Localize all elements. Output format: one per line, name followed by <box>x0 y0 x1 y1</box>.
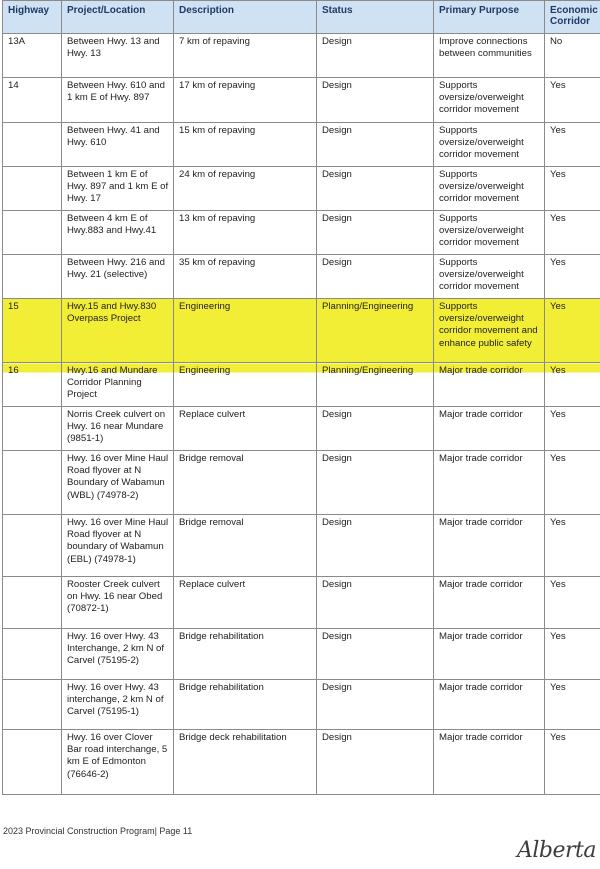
cell-status: Design <box>317 34 434 78</box>
cell-status: Design <box>317 515 434 577</box>
table-row <box>3 680 600 730</box>
cell-highway: 15 <box>3 299 62 363</box>
cell-highway <box>3 577 62 629</box>
cell-status: Design <box>317 629 434 680</box>
cell-description: Engineering <box>174 363 317 407</box>
cell-purpose: Supports oversize/overweight corridor movement <box>434 211 545 255</box>
cell-corridor: Yes <box>545 211 600 255</box>
header-status: Status <box>317 1 434 34</box>
header-primary-purpose: Primary Purpose <box>434 1 545 34</box>
cell-purpose: Major trade corridor <box>434 407 545 451</box>
cell-highway <box>3 123 62 167</box>
cell-purpose: Improve connections between communities <box>434 34 545 78</box>
cell-purpose: Supports oversize/overweight corridor movement <box>434 255 545 299</box>
cell-description: Bridge removal <box>174 451 317 515</box>
table-row-highlighted <box>3 363 600 407</box>
cell-highway <box>3 167 62 211</box>
cell-status: Design <box>317 211 434 255</box>
cell-status: Design <box>317 167 434 211</box>
cell-description: 7 km of repaving <box>174 34 317 78</box>
cell-description: 17 km of repaving <box>174 78 317 123</box>
cell-description: 35 km of repaving <box>174 255 317 299</box>
cell-status: Design <box>317 680 434 730</box>
cell-highway <box>3 407 62 451</box>
table-row <box>3 211 600 255</box>
cell-purpose: Major trade corridor <box>434 730 545 795</box>
table-row <box>3 577 600 629</box>
cell-purpose: Major trade corridor <box>434 363 545 407</box>
cell-highway: 16 <box>3 363 62 407</box>
cell-status: Planning/Engineering <box>317 363 434 407</box>
cell-highway <box>3 515 62 577</box>
projects-table <box>2 0 600 795</box>
cell-location: Hwy. 16 over Mine Haul Road flyover at N Boundary of Wabamun (WBL) (74978-2) <box>62 451 174 515</box>
cell-corridor: Yes <box>545 123 600 167</box>
header-project-location: Project/Location <box>62 1 174 34</box>
cell-location: Hwy.16 and Mundare Corridor Planning Project <box>62 363 174 407</box>
cell-highway <box>3 451 62 515</box>
cell-description: Bridge rehabilitation <box>174 629 317 680</box>
cell-corridor: Yes <box>545 577 600 629</box>
cell-description: Replace culvert <box>174 407 317 451</box>
cell-location: Between Hwy. 13 and Hwy. 13 <box>62 34 174 78</box>
cell-location: Between 4 km E of Hwy.883 and Hwy.41 <box>62 211 174 255</box>
cell-location: Hwy. 16 over Mine Haul Road flyover at N boundary of Wabamun (EBL) (74978-1) <box>62 515 174 577</box>
cell-purpose: Major trade corridor <box>434 515 545 577</box>
cell-description: 24 km of repaving <box>174 167 317 211</box>
cell-purpose: Major trade corridor <box>434 451 545 515</box>
cell-corridor: No <box>545 34 600 78</box>
header-description: Description <box>174 1 317 34</box>
cell-corridor: Yes <box>545 167 600 211</box>
cell-purpose: Supports oversize/overweight corridor movement and enhance public safety <box>434 299 545 363</box>
cell-corridor: Yes <box>545 299 600 363</box>
cell-highway <box>3 680 62 730</box>
cell-highway <box>3 629 62 680</box>
header-economic-corridor: Economic Corridor <box>545 1 600 34</box>
table-row <box>3 629 600 680</box>
table-row <box>3 167 600 211</box>
table-row <box>3 34 600 78</box>
cell-corridor: Yes <box>545 629 600 680</box>
cell-status: Design <box>317 451 434 515</box>
cell-location: Norris Creek culvert on Hwy. 16 near Mundare (9851-1) <box>62 407 174 451</box>
cell-corridor: Yes <box>545 363 600 407</box>
cell-status: Design <box>317 730 434 795</box>
cell-purpose: Supports oversize/overweight corridor movement <box>434 167 545 211</box>
cell-location: Between Hwy. 216 and Hwy. 21 (selective) <box>62 255 174 299</box>
cell-purpose: Supports oversize/overweight corridor movement <box>434 78 545 123</box>
table-row <box>3 515 600 577</box>
cell-highway <box>3 211 62 255</box>
cell-purpose: Major trade corridor <box>434 577 545 629</box>
table-header-row <box>3 1 600 34</box>
cell-location: Hwy. 16 over Hwy. 43 Interchange, 2 km N of Carvel (75195-2) <box>62 629 174 680</box>
cell-purpose: Supports oversize/overweight corridor movement <box>434 123 545 167</box>
cell-description: Engineering <box>174 299 317 363</box>
table-row <box>3 123 600 167</box>
cell-status: Planning/Engineering <box>317 299 434 363</box>
cell-location: Rooster Creek culvert on Hwy. 16 near Obed (70872-1) <box>62 577 174 629</box>
table-row <box>3 730 600 795</box>
cell-description: Bridge deck rehabilitation <box>174 730 317 795</box>
cell-description: Replace culvert <box>174 577 317 629</box>
cell-highway: 14 <box>3 78 62 123</box>
cell-description: Bridge removal <box>174 515 317 577</box>
table-row <box>3 255 600 299</box>
cell-highway: 13A <box>3 34 62 78</box>
header-highway: Highway <box>3 1 62 34</box>
cell-description: 15 km of repaving <box>174 123 317 167</box>
cell-corridor: Yes <box>545 255 600 299</box>
cell-highway <box>3 730 62 795</box>
cell-corridor: Yes <box>545 451 600 515</box>
table-row-highlighted <box>3 299 600 363</box>
page-footer: 2023 Provincial Construction Program| Page 11 <box>3 826 193 836</box>
cell-location: Hwy. 16 over Hwy. 43 interchange, 2 km N of Carvel (75195-1) <box>62 680 174 730</box>
alberta-logo: Alberta <box>517 838 596 863</box>
cell-location: Hwy.15 and Hwy.830 Overpass Project <box>62 299 174 363</box>
cell-description: 13 km of repaving <box>174 211 317 255</box>
cell-corridor: Yes <box>545 515 600 577</box>
table-row <box>3 407 600 451</box>
cell-location: Between Hwy. 610 and 1 km E of Hwy. 897 <box>62 78 174 123</box>
cell-status: Design <box>317 577 434 629</box>
cell-status: Design <box>317 255 434 299</box>
cell-description: Bridge rehabilitation <box>174 680 317 730</box>
table-row <box>3 78 600 123</box>
cell-purpose: Major trade corridor <box>434 680 545 730</box>
cell-highway <box>3 255 62 299</box>
cell-purpose: Major trade corridor <box>434 629 545 680</box>
cell-corridor: Yes <box>545 730 600 795</box>
cell-status: Design <box>317 78 434 123</box>
cell-location: Between Hwy. 41 and Hwy. 610 <box>62 123 174 167</box>
cell-corridor: Yes <box>545 78 600 123</box>
cell-location: Hwy. 16 over Clover Bar road interchange, 5 km E of Edmonton (76646-2) <box>62 730 174 795</box>
cell-status: Design <box>317 407 434 451</box>
cell-status: Design <box>317 123 434 167</box>
table-row <box>3 451 600 515</box>
cell-corridor: Yes <box>545 407 600 451</box>
cell-corridor: Yes <box>545 680 600 730</box>
cell-location: Between 1 km E of Hwy. 897 and 1 km E of Hwy. 17 <box>62 167 174 211</box>
